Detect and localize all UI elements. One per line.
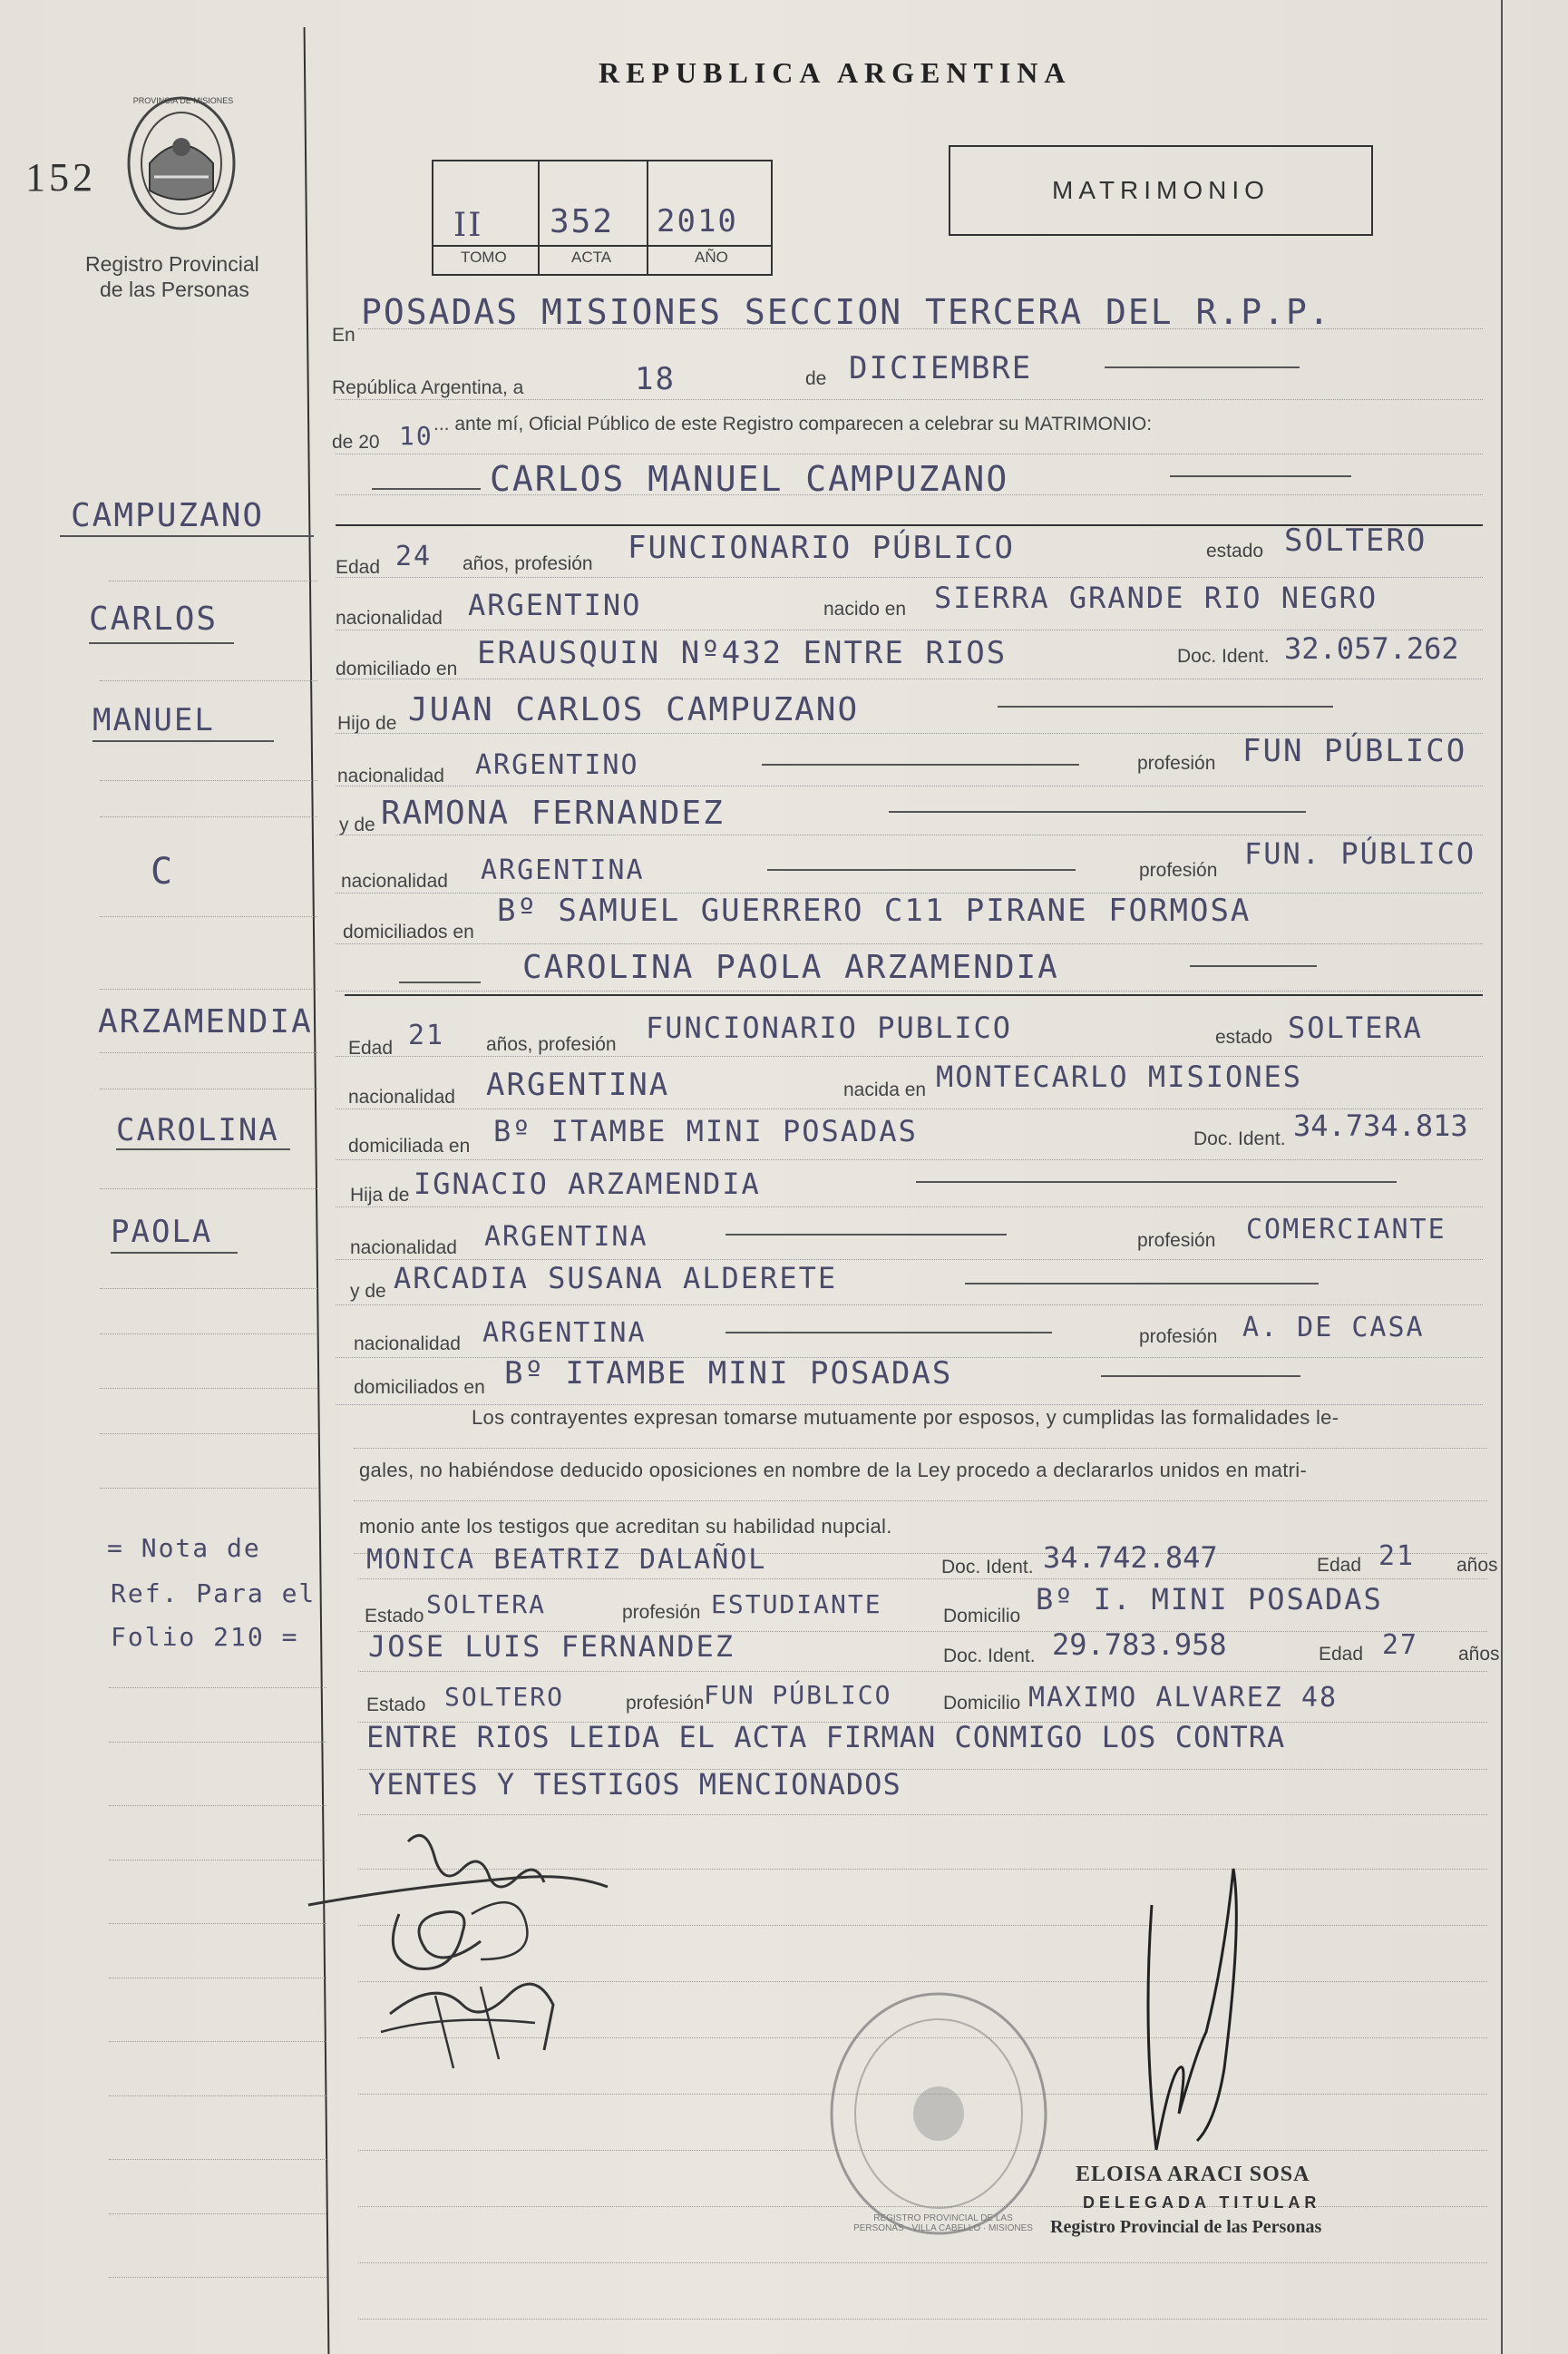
day: 18 — [635, 361, 676, 397]
witness2-edad-label: Edad — [1319, 1644, 1364, 1665]
groom-madre-prof: FUN. PÚBLICO — [1244, 836, 1476, 871]
record-box — [432, 160, 773, 276]
witness1-edad: 21 — [1378, 1540, 1416, 1572]
folio-number: 152 — [25, 155, 96, 200]
groom-anios-profesion-label: años, profesión — [463, 553, 593, 574]
en-label: En — [332, 325, 355, 346]
groom-full-name: CARLOS MANUEL CAMPUZANO — [490, 459, 1009, 499]
margin-bride-name2: PAOLA — [111, 1214, 213, 1250]
witness2-profesion: FUN PÚBLICO — [704, 1680, 892, 1710]
groom-padre-prof: FUN PÚBLICO — [1242, 733, 1467, 769]
official-stamp-icon — [825, 1987, 1052, 2241]
groom-padre-prof-label: profesión — [1137, 753, 1216, 774]
bride-nacida: MONTECARLO MISIONES — [936, 1060, 1303, 1094]
bride-padres-dom-label: domiciliados en — [354, 1377, 485, 1398]
intro-text: ... ante mí, Oficial Público de este Registro comparecen a celebrar su MATRIMONIO: — [433, 414, 1153, 435]
official-name: ELOISA ARACI SOSA — [1076, 2163, 1310, 2186]
right-edge-rule — [1501, 0, 1503, 2354]
groom-nacido-label: nacido en — [823, 599, 907, 620]
margin-groom-name2: MANUEL — [93, 702, 215, 738]
groom-yde-label: y de — [339, 815, 375, 835]
declaration-line2: gales, no habiéndose deducido oposiciones en nombre de la Ley procedo a declararlos unidos en matri- — [359, 1459, 1308, 1481]
bride-estado: SOLTERA — [1288, 1011, 1423, 1045]
groom-padres-dom: Bº SAMUEL GUERRERO C11 PIRANE FORMOSA — [497, 893, 1251, 929]
provincial-seal-icon — [118, 91, 245, 236]
bride-madre-nac-label: nacionalidad — [354, 1333, 461, 1354]
bride-padres-dom: Bº ITAMBE MINI POSADAS — [504, 1355, 953, 1392]
witness1-profesion: ESTUDIANTE — [711, 1589, 882, 1619]
record-type: MATRIMONIO — [1052, 176, 1270, 204]
de-label: de — [805, 368, 827, 389]
closing-line1: ENTRE RIOS LEIDA EL ACTA FIRMAN CONMIGO LOS CONTRA — [366, 1720, 1286, 1754]
bride-padre-prof-label: profesión — [1137, 1230, 1216, 1251]
official-office: Registro Provincial de las Personas — [1050, 2217, 1322, 2237]
bride-estado-label: estado — [1215, 1027, 1273, 1048]
bride-padre-nac-label: nacionalidad — [350, 1237, 457, 1258]
bride-padre: IGNACIO ARZAMENDIA — [414, 1167, 761, 1201]
margin-connector: C — [151, 851, 175, 893]
witness1-estado-label: Estado — [365, 1606, 424, 1626]
witness1-doc: 34.742.847 — [1043, 1540, 1218, 1575]
groom-domiciliado-label: domiciliado en — [336, 659, 458, 679]
witness1-anios-label: años — [1456, 1555, 1498, 1576]
witness2-doc: 29.783.958 — [1052, 1627, 1227, 1662]
groom-doc-label: Doc. Ident. — [1177, 646, 1270, 667]
official-signature-icon — [1115, 1851, 1261, 2177]
witness2-estado: SOLTERO — [444, 1682, 565, 1712]
bride-nacida-label: nacida en — [843, 1079, 927, 1100]
registry-name-line1: Registro Provincial — [85, 252, 259, 276]
groom-padre-nac-label: nacionalidad — [337, 766, 444, 786]
bride-domicilio: Bº ITAMBE MINI POSADAS — [493, 1114, 918, 1148]
witness1-edad-label: Edad — [1317, 1555, 1362, 1576]
groom-padre: JUAN CARLOS CAMPUZANO — [408, 691, 860, 728]
acta-value: 352 — [550, 203, 615, 240]
groom-padres-dom-label: domiciliados en — [343, 922, 474, 943]
groom-estado-label: estado — [1206, 541, 1264, 562]
groom-profesion: FUNCIONARIO PÚBLICO — [628, 530, 1015, 566]
anio-label: AÑO — [695, 249, 728, 266]
stamp-text: REGISTRO PROVINCIAL DE LAS PERSONAS · VILLA CABELLO · MISIONES — [853, 2213, 1033, 2233]
acta-label: ACTA — [571, 249, 612, 266]
witness1-domicilio: Bº I. MINI POSADAS — [1036, 1582, 1383, 1617]
place: POSADAS MISIONES SECCION TERCERA DEL R.P.P. — [361, 292, 1331, 332]
bride-madre: ARCADIA SUSANA ALDERETE — [394, 1261, 838, 1295]
witness1-doc-label: Doc. Ident. — [941, 1557, 1034, 1577]
bride-nacionalidad: ARGENTINA — [486, 1067, 670, 1103]
witness1-domicilio-label: Domicilio — [943, 1606, 1021, 1626]
official-title: DELEGADA TITULAR — [1083, 2193, 1321, 2212]
year-prefix: de 20 — [332, 432, 380, 453]
republica-label: República Argentina, a — [332, 377, 524, 398]
groom-padre-nac: ARGENTINO — [475, 749, 639, 781]
witness2-domicilio: MAXIMO ALVAREZ 48 — [1028, 1682, 1339, 1714]
record-type-box — [949, 145, 1373, 236]
declaration-line1: Los contrayentes expresan tomarse mutuamente por esposos, y cumplidas las formalidades le- — [472, 1406, 1339, 1429]
bride-doc: 34.734.813 — [1293, 1109, 1468, 1143]
declaration-line3: monio ante los testigos que acreditan su habilidad nupcial. — [359, 1515, 892, 1538]
witness2-name: JOSE LUIS FERNANDEZ — [368, 1629, 735, 1664]
witness1-name: MONICA BEATRIZ DALAÑOL — [366, 1544, 767, 1576]
bride-yde-label: y de — [350, 1281, 386, 1302]
groom-edad-label: Edad — [336, 557, 381, 578]
groom-nacido: SIERRA GRANDE RIO NEGRO — [934, 581, 1378, 615]
witness2-domicilio-label: Domicilio — [943, 1693, 1021, 1714]
tomo-value: II — [453, 207, 483, 244]
registry-name-line2: de las Personas — [100, 278, 249, 301]
bride-madre-prof: A. DE CASA — [1242, 1312, 1425, 1343]
bride-domiciliada-label: domiciliada en — [348, 1136, 471, 1157]
contrayentes-signatures-icon — [299, 1814, 644, 2086]
bride-padre-prof: COMERCIANTE — [1246, 1214, 1446, 1245]
groom-estado: SOLTERO — [1284, 523, 1427, 559]
margin-groom-surname: CAMPUZANO — [71, 497, 265, 534]
anio-value: 2010 — [657, 203, 738, 239]
margin-note-line1: = Nota de — [107, 1533, 261, 1563]
witness1-estado: SOLTERA — [426, 1589, 547, 1619]
groom-madre: RAMONA FERNANDEZ — [381, 795, 725, 832]
margin-groom-name1: CARLOS — [89, 601, 219, 638]
margin-note-line3: Folio 210 = — [111, 1622, 299, 1652]
groom-doc: 32.057.262 — [1284, 631, 1459, 666]
bride-full-name: CAROLINA PAOLA ARZAMENDIA — [522, 949, 1059, 986]
bride-edad-label: Edad — [348, 1038, 394, 1059]
seal-text: PROVINCIA DE MISIONES — [132, 96, 234, 105]
groom-nacionalidad-label: nacionalidad — [336, 608, 443, 629]
witness1-profesion-label: profesión — [622, 1602, 701, 1623]
witness2-doc-label: Doc. Ident. — [943, 1646, 1036, 1666]
witness2-edad: 27 — [1382, 1629, 1419, 1661]
bride-anios-profesion-label: años, profesión — [486, 1034, 617, 1055]
bride-madre-nac: ARGENTINA — [482, 1317, 647, 1349]
witness2-anios-label: años — [1458, 1644, 1500, 1665]
groom-hijo-label: Hijo de — [337, 713, 397, 734]
bride-madre-prof-label: profesión — [1139, 1326, 1218, 1347]
bride-doc-label: Doc. Ident. — [1193, 1128, 1286, 1149]
bride-hija-label: Hija de — [350, 1185, 410, 1206]
witness2-estado-label: Estado — [366, 1695, 426, 1715]
bride-padre-nac: ARGENTINA — [484, 1221, 648, 1253]
groom-nacionalidad: ARGENTINO — [468, 588, 642, 622]
groom-madre-nac-label: nacionalidad — [341, 871, 448, 892]
month: DICIEMBRE — [849, 350, 1033, 386]
bride-edad: 21 — [408, 1020, 445, 1051]
groom-madre-nac: ARGENTINA — [481, 855, 645, 886]
margin-bride-surname: ARZAMENDIA — [98, 1003, 313, 1040]
bride-profesion: FUNCIONARIO PUBLICO — [646, 1011, 1013, 1045]
groom-madre-prof-label: profesión — [1139, 860, 1218, 881]
witness2-profesion-label: profesión — [626, 1693, 705, 1714]
margin-bride-name1: CAROLINA — [116, 1112, 279, 1148]
closing-line2: YENTES Y TESTIGOS MENCIONADOS — [368, 1767, 901, 1802]
year-suffix: 10 — [399, 421, 433, 451]
bride-nacionalidad-label: nacionalidad — [348, 1087, 455, 1108]
margin-note-line2: Ref. Para el — [111, 1578, 317, 1608]
groom-domicilio: ERAUSQUIN Nº432 ENTRE RIOS — [477, 635, 1008, 671]
country-heading: REPUBLICA ARGENTINA — [599, 56, 1072, 89]
groom-edad: 24 — [395, 541, 433, 572]
tomo-label: TOMO — [461, 249, 507, 266]
